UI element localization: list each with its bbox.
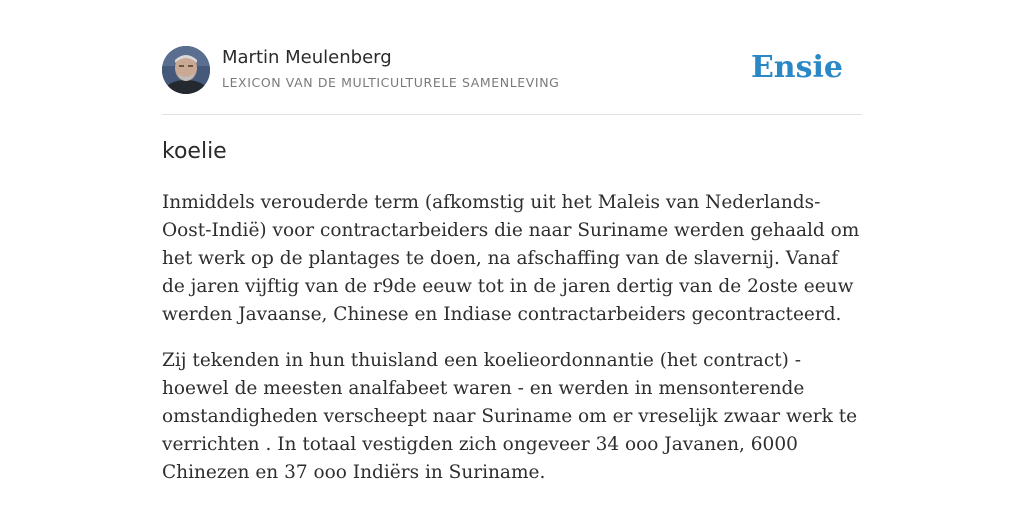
article-paragraph: Zij tekenden in hun thuisland een koelieordonnantie (het contract) - hoewel de meesten analfabeet waren - en werden in mensonterende omstandigheden verscheept naar Suriname om er vreselijk zwaar werk te verrichten . In totaal vestigden zich ongeveer 34 ooo Javanen, 6000 Chinezen en 37 ooo Indiërs in Suriname.: [162, 350, 858, 483]
author-name[interactable]: Martin Meulenberg: [222, 47, 392, 68]
article-title: koelie: [162, 139, 227, 164]
article-body: [162, 189, 862, 505]
author-avatar[interactable]: [162, 46, 210, 94]
publication-name[interactable]: LEXICON VAN DE MULTICULTURELE SAMENLEVING: [222, 75, 560, 90]
avatar-portrait-icon: [162, 46, 210, 94]
brand-logo[interactable]: Ensie: [750, 50, 843, 85]
article-paragraph: Inmiddels verouderde term (afkomstig uit het Maleis van Nederlands-Oost-Indië) voor contractarbeiders die naar Suriname werden gehaald om het werk op de plantages te doen, na afschaffing van de slavernij. Vanaf de jaren vijftig van de r9de eeuw tot in de jaren dertig van de 2oste eeuw werden Javaanse, Chinese en Indiase contractarbeiders gecontracteerd.: [162, 192, 860, 325]
article-header: [162, 46, 862, 115]
article-card: [162, 46, 862, 483]
